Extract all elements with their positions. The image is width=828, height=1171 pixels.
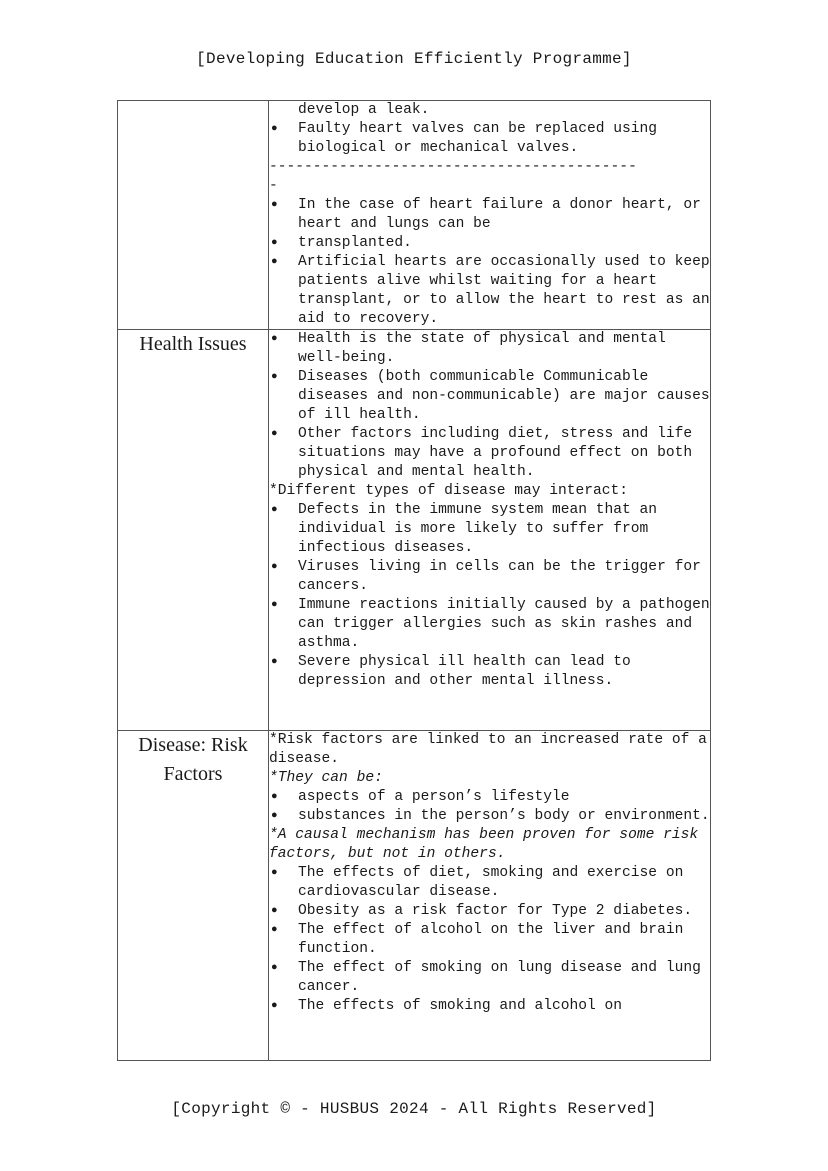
bullet-item (269, 558, 710, 596)
page-header: [Developing Education Efficiently Programme] (196, 50, 632, 68)
continued-text: develop a leak. (298, 102, 430, 118)
bullet-text: The effect of alcohol on the liver and brain function. (298, 922, 684, 957)
bullet-item (269, 120, 710, 158)
bullet-item (269, 425, 710, 482)
bullet-text: Artificial hearts are occasionally used to keep patients alive whilst waiting for a heart transplant, or to allow the heart to rest as an aid to recovery. (298, 254, 710, 327)
bullet-item (269, 501, 710, 558)
bullet-item (269, 788, 710, 807)
bullet-text: transplanted. (298, 235, 412, 251)
bullet-item (269, 196, 710, 234)
bullet-text: aspects of a person’s lifestyle (298, 789, 570, 805)
bullet-icon: ● (271, 810, 278, 822)
bullet-item (269, 959, 710, 997)
bullet-icon: ● (271, 599, 278, 611)
bullet-item (269, 807, 710, 826)
bullet-text: substances in the person’s body or environment. (298, 808, 710, 824)
separator-dashes: ------------------------------------------ (269, 159, 637, 175)
topic-cell (118, 330, 269, 731)
topic-label: Disease: Risk Factors (138, 734, 248, 785)
bullet-icon: ● (271, 867, 278, 879)
bullet-item (269, 653, 710, 691)
bullet-item (269, 234, 710, 253)
bullet-icon: ● (271, 333, 278, 345)
bullet-icon: ● (271, 905, 278, 917)
bullet-text: Health is the state of physical and mental well-being. (298, 331, 666, 366)
bullet-icon: ● (271, 962, 278, 974)
note-text: *Different types of disease may interact: (269, 483, 629, 499)
bullet-text: Diseases (both communicable Communicable diseases and non-communicable) are major causes of ill health. (298, 369, 710, 423)
italic-note: *A causal mechanism has been proven for some risk factors, but not in others. (269, 827, 699, 862)
content-cell (269, 731, 711, 1061)
topic-label: Health Issues (139, 333, 247, 355)
bullet-text: Severe physical ill health can lead to depression and other mental illness. (298, 654, 631, 689)
bullet-icon: ● (271, 656, 278, 668)
bullet-icon: ● (271, 1000, 278, 1012)
bullet-text: Obesity as a risk factor for Type 2 diabetes. (298, 903, 693, 919)
bullet-item (269, 864, 710, 902)
note-text: *Risk factors are linked to an increased rate of a disease. (269, 732, 707, 767)
bullet-icon: ● (271, 791, 278, 803)
bullet-icon: ● (271, 199, 278, 211)
bullet-icon: ● (271, 371, 278, 383)
bullet-text: Defects in the immune system mean that an individual is more likely to suffer from infectious diseases. (298, 502, 658, 556)
bullet-item (269, 997, 710, 1016)
table-row (118, 330, 711, 731)
notes-table (117, 100, 711, 1061)
bullet-text: The effects of diet, smoking and exercise on cardiovascular disease. (298, 865, 684, 900)
topic-cell (118, 731, 269, 1061)
bullet-text: The effects of smoking and alcohol on (298, 998, 623, 1014)
bullet-item (269, 902, 710, 921)
bullet-text: Faulty heart valves can be replaced using biological or mechanical valves. (298, 121, 658, 156)
bullet-text: Viruses living in cells can be the trigger for cancers. (298, 559, 701, 594)
bullet-icon: ● (271, 924, 278, 936)
bullet-text: Other factors including diet, stress and life situations may have a profound effect on both physical and mental health. (298, 426, 693, 480)
bullet-item (269, 253, 710, 329)
bullet-text: In the case of heart failure a donor heart, or heart and lungs can be (298, 197, 701, 232)
bullet-text: The effect of smoking on lung disease and lung cancer. (298, 960, 701, 995)
page-footer: [Copyright © - HUSBUS 2024 - All Rights Reserved] (171, 1100, 657, 1118)
bullet-item (269, 921, 710, 959)
bullet-icon: ● (271, 504, 278, 516)
bullet-icon: ● (271, 561, 278, 573)
content-cell (269, 101, 711, 330)
bullet-icon: ● (271, 237, 278, 249)
table-row (118, 731, 711, 1061)
bullet-icon: ● (271, 428, 278, 440)
table-row (118, 101, 711, 330)
bullet-item (269, 368, 710, 425)
note-text: - (269, 178, 278, 194)
bullet-icon: ● (271, 256, 278, 268)
bullet-text: Immune reactions initially caused by a pathogen can trigger allergies such as skin rashes and asthma. (298, 597, 710, 651)
bullet-item (269, 596, 710, 653)
topic-cell (118, 101, 269, 330)
bullet-item (269, 330, 710, 368)
content-cell (269, 330, 711, 731)
bullet-icon: ● (271, 123, 278, 135)
italic-note: *They can be: (269, 770, 383, 786)
